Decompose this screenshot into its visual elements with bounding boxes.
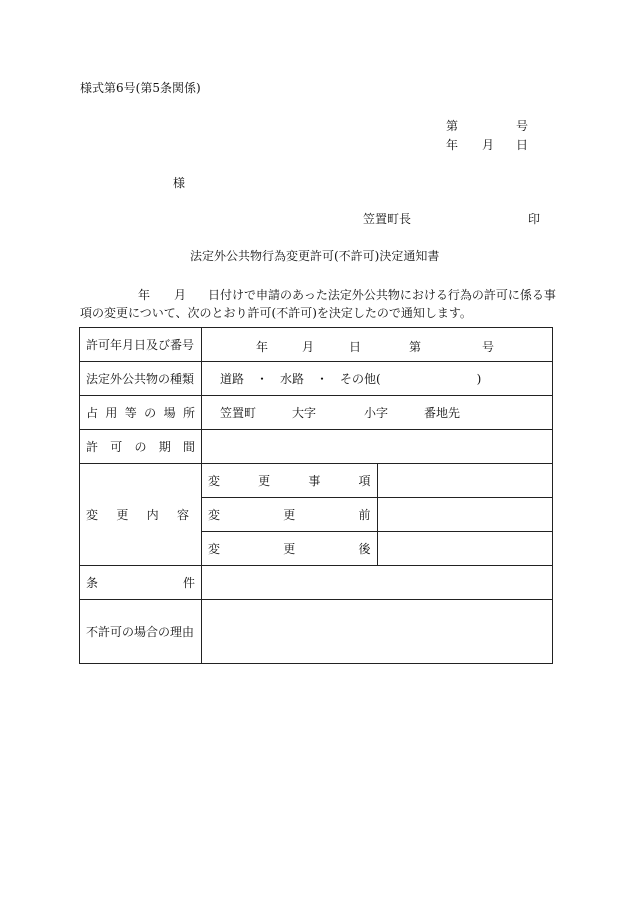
body-nen: 年 xyxy=(138,288,151,302)
body-line-2: 項の変更について、次のとおり許可(不許可)を決定したので通知します。 xyxy=(80,306,472,320)
change-after-value xyxy=(377,532,553,566)
form-id: 様式第6号(第5条関係) xyxy=(80,81,201,95)
header-number-line xyxy=(446,119,529,133)
body-line-1-rest: 日付けで申請のあった法定外公共物における行為の許可に係る事 xyxy=(208,288,556,302)
table-row xyxy=(80,600,553,664)
table-row xyxy=(80,396,553,430)
row-change-label: 変 更 内 容 xyxy=(80,464,202,566)
header-tsuki: 月 xyxy=(482,138,495,152)
issuer-title: 笠置町長 xyxy=(363,212,412,226)
row-location-label: 占 用 等 の 場 所 xyxy=(80,396,202,430)
change-before-label: 変 更 前 xyxy=(202,498,378,532)
issuer-seal: 印 xyxy=(528,212,541,226)
row-reason-label: 不許可の場合の理由 xyxy=(80,600,202,664)
permit-hi: 日 xyxy=(349,340,362,354)
header-date-line xyxy=(446,138,529,152)
table-row xyxy=(80,328,553,362)
table-row xyxy=(80,430,553,464)
row-conditions-value xyxy=(202,566,553,600)
row-conditions-label: 条 件 xyxy=(80,566,202,600)
header-hi: 日 xyxy=(516,138,529,152)
body-tsuki: 月 xyxy=(174,288,187,302)
permit-nen: 年 xyxy=(256,340,269,354)
table-row xyxy=(80,566,553,600)
row-location-value: 笠置町 大字 小字 番地先 xyxy=(202,396,553,430)
row-reason-value xyxy=(202,600,553,664)
change-after-label: 変 更 後 xyxy=(202,532,378,566)
change-item-label: 変 更 事 項 xyxy=(202,464,378,498)
row-permit-date-label: 許可年月日及び番号 xyxy=(80,328,202,362)
change-item-value xyxy=(377,464,553,498)
permit-dai: 第 xyxy=(409,340,422,354)
header-nen: 年 xyxy=(446,138,459,152)
header-dai: 第 xyxy=(446,119,459,133)
row-type-value: 道路 ・ 水路 ・ その他( ) xyxy=(202,362,553,396)
header-go: 号 xyxy=(516,119,529,133)
addressee-sama: 様 xyxy=(173,176,186,190)
row-type-label: 法定外公共物の種類 xyxy=(80,362,202,396)
permit-tsuki: 月 xyxy=(302,340,315,354)
document-title: 法定外公共物行為変更許可(不許可)決定通知書 xyxy=(190,249,440,263)
table-row xyxy=(80,464,553,498)
row-period-label: 許 可 の 期 間 xyxy=(80,430,202,464)
change-before-value xyxy=(377,498,553,532)
row-period-value xyxy=(202,430,553,464)
table-row xyxy=(80,362,553,396)
permit-table xyxy=(79,327,553,664)
row-permit-date-value xyxy=(202,328,553,362)
permit-go: 号 xyxy=(482,340,495,354)
